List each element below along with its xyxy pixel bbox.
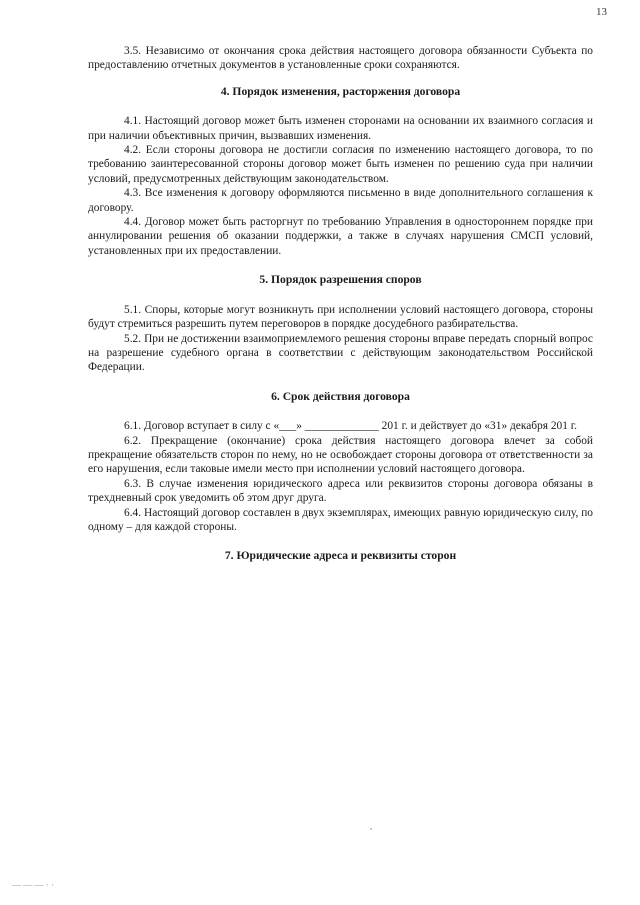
clause-4-3: 4.3. Все изменения к договору оформляются письменно в виде дополнительного соглашения к договору. (88, 187, 593, 214)
clause-6-1: 6.1. Договор вступает в силу с «___» _____________ 201 г. и действует до «31» декабря 201 г. (124, 420, 577, 433)
page-number: 13 (596, 6, 607, 18)
clause-4-2: 4.2. Если стороны договора не достигли согласия по изменению настоящего договора, то по требованию заинтересованной стороны договор может быть изменен по решению суда при наличии условий, предусмотренных действующим законодательством. (88, 144, 593, 185)
clause-6-3: 6.3. В случае изменения юридического адреса или реквизитов стороны договора обязаны в трехдневный срок уведомить об этом друг друга. (88, 477, 593, 505)
section-heading-7: 7. Юридические адреса и реквизиты сторон (224, 549, 457, 563)
section-heading-4: 4. Порядок изменения, расторжения договора (220, 84, 461, 98)
clause-4-4: 4.4. Договор может быть расторгнут по требованию Управления в одностороннем порядке при аннулировании решения об оказании поддержки, а также в случаях нарушения СМСП условий, установленных при их предоставлении. (88, 216, 593, 257)
clause-5-1: 5.1. Споры, которые могут возникнуть при исполнении условий настоящего договора, стороны будут стремиться разрешить путем переговоров в порядке досудебного разбирательства. (88, 303, 593, 331)
clause-4-1: 4.1. Настоящий договор может быть изменен сторонами на основании их взаимного согласия и при наличии объективных причин, вызвавших изменения. (88, 115, 593, 142)
section-heading-5: 5. Порядок разрешения споров (259, 273, 422, 287)
scan-artifact-mark: — — — · · (12, 880, 54, 890)
clause-3-5: 3.5. Независимо от окончания срока действия настоящего договора обязанности Субъекта по предоставлению отчетных документов в установленные сроки сохраняются. (88, 45, 593, 72)
clause-6-2: 6.2. Прекращение (окончание) срока действия настоящего договора влечет за собой прекращение обязательств сторон по нему, но не освобождает стороны договора от ответственности за его нарушения, если таковые имели место при исполнении условий настоящего договора. (88, 434, 593, 476)
section-heading-6: 6. Срок действия договора (271, 389, 410, 403)
document-body (88, 44, 593, 579)
clause-6-4: 6.4. Настоящий договор составлен в двух экземплярах, имеющих равную юридическую силу, по одному – для каждой стороны. (88, 506, 593, 533)
scan-dot (370, 828, 372, 830)
clause-5-2: 5.2. При не достижении взаимоприемлемого решения стороны вправе передать спорный вопрос на разрешение судебного органа в соответствии с действующим законодательством Российской Федерации. (88, 332, 593, 374)
